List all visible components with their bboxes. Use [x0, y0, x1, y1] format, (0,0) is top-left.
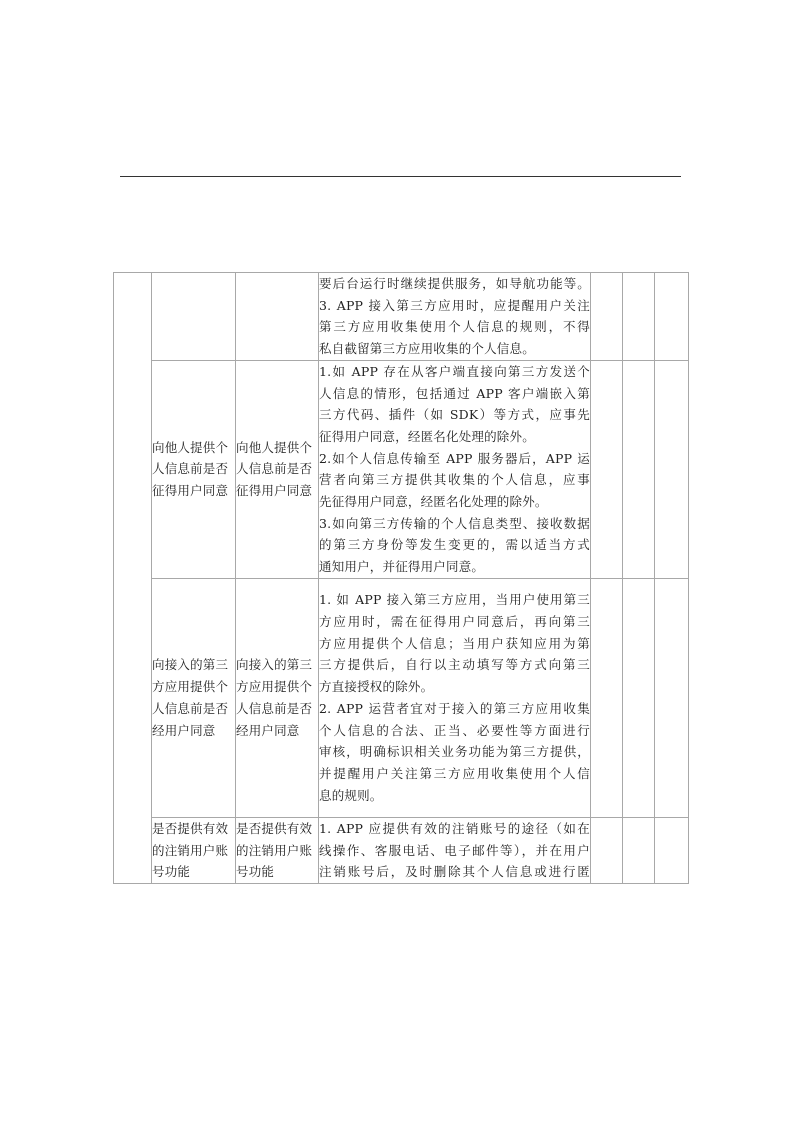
item-cell: 向接入的第三方应用提供个人信息前是否经用户同意 — [152, 578, 236, 817]
remark-cell — [655, 360, 689, 578]
result-cell — [591, 360, 623, 578]
requirement-line: 三方代码、插件（如 SDK）等方式，应事先 — [319, 407, 590, 423]
requirement-line: 方直接授权的除外。 — [319, 679, 434, 695]
requirement-cell — [319, 360, 591, 578]
result-cell — [623, 273, 655, 361]
table-row — [114, 817, 689, 883]
requirement-line: 通知用户，并征得用户同意。 — [319, 559, 485, 575]
requirement-line: 并提醒用户关注第三方应用收集使用个人信 — [319, 765, 590, 781]
result-cell — [591, 817, 623, 883]
requirement-line: 方应用提供个人信息；当用户获知应用为第 — [319, 635, 590, 651]
category-cell — [114, 273, 152, 884]
requirement-line: 个人信息的合法、正当、必要性等方面进行 — [319, 722, 590, 738]
requirement-cell — [319, 273, 591, 361]
item-cell: 是否提供有效的注销用户账号功能 — [152, 817, 236, 883]
requirement-line: 线操作、客服电话、电子邮件等），并在用户 — [319, 842, 590, 858]
result-cell — [591, 273, 623, 361]
result-cell — [591, 578, 623, 817]
requirement-line: 营者向第三方提供其收集的个人信息，应事 — [319, 472, 590, 488]
requirement-line: 征得用户同意，经匿名化处理的除外。 — [319, 428, 535, 444]
requirement-line: 3.如向第三方传输的个人信息类型、接收数据 — [319, 515, 590, 531]
check-point-cell: 向接入的第三方应用提供个人信息前是否经用户同意 — [236, 578, 319, 817]
requirement-line: 人信息的情形，包括通过 APP 客户端嵌入第 — [319, 385, 590, 401]
requirement-line: 2.如个人信息传输至 APP 服务器后，APP 运 — [319, 450, 590, 466]
check-point-cell: 向他人提供个人信息前是否征得用户同意 — [236, 360, 319, 578]
requirement-line: 1. 如 APP 接入第三方应用，当用户使用第三 — [319, 592, 590, 608]
remark-cell — [655, 273, 689, 361]
remark-cell — [655, 578, 689, 817]
result-cell — [623, 360, 655, 578]
item-cell — [152, 273, 236, 361]
requirement-line: 1.如 APP 存在从客户端直接向第三方发送个 — [319, 363, 590, 379]
table-row — [114, 273, 689, 361]
check-point-cell — [236, 273, 319, 361]
requirement-line: 要后台运行时继续提供服务，如导航功能等。 — [319, 276, 590, 291]
remark-cell — [655, 817, 689, 883]
requirement-line: 先征得用户同意，经匿名化处理的除外。 — [319, 494, 548, 510]
requirement-line: 方应用时，需在征得用户同意后，再向第三 — [319, 614, 590, 630]
check-point-cell: 是否提供有效的注销用户账号功能 — [236, 817, 319, 883]
requirement-cell — [319, 578, 591, 817]
header-rule — [120, 176, 681, 177]
assessment-table — [113, 272, 689, 884]
requirement-line: 息的规则。 — [319, 787, 383, 803]
item-cell: 向他人提供个人信息前是否征得用户同意 — [152, 360, 236, 578]
requirement-line: 1. APP 应提供有效的注销账号的途径（如在 — [319, 820, 590, 836]
requirement-line: 私自截留第三方应用收集的个人信息。 — [319, 341, 535, 357]
requirement-line: 2. APP 运营者宜对于接入的第三方应用收集 — [319, 700, 590, 716]
table-row — [114, 578, 689, 817]
requirement-cell — [319, 817, 591, 883]
requirement-line: 的第三方身份等发生变更的，需以适当方式 — [319, 537, 590, 553]
requirement-line: 审核，明确标识相关业务功能为第三方提供， — [319, 744, 590, 760]
requirement-line: 第三方应用收集使用个人信息的规则，不得 — [319, 319, 590, 335]
requirement-line: 3. APP 接入第三方应用时，应提醒用户关注 — [319, 297, 590, 313]
requirement-line: 注销账号后，及时删除其个人信息或进行匿 — [319, 864, 590, 880]
result-cell — [623, 817, 655, 883]
requirement-line: 三方提供后，自行以主动填写等方式向第三 — [319, 657, 590, 673]
table-row — [114, 360, 689, 578]
result-cell — [623, 578, 655, 817]
